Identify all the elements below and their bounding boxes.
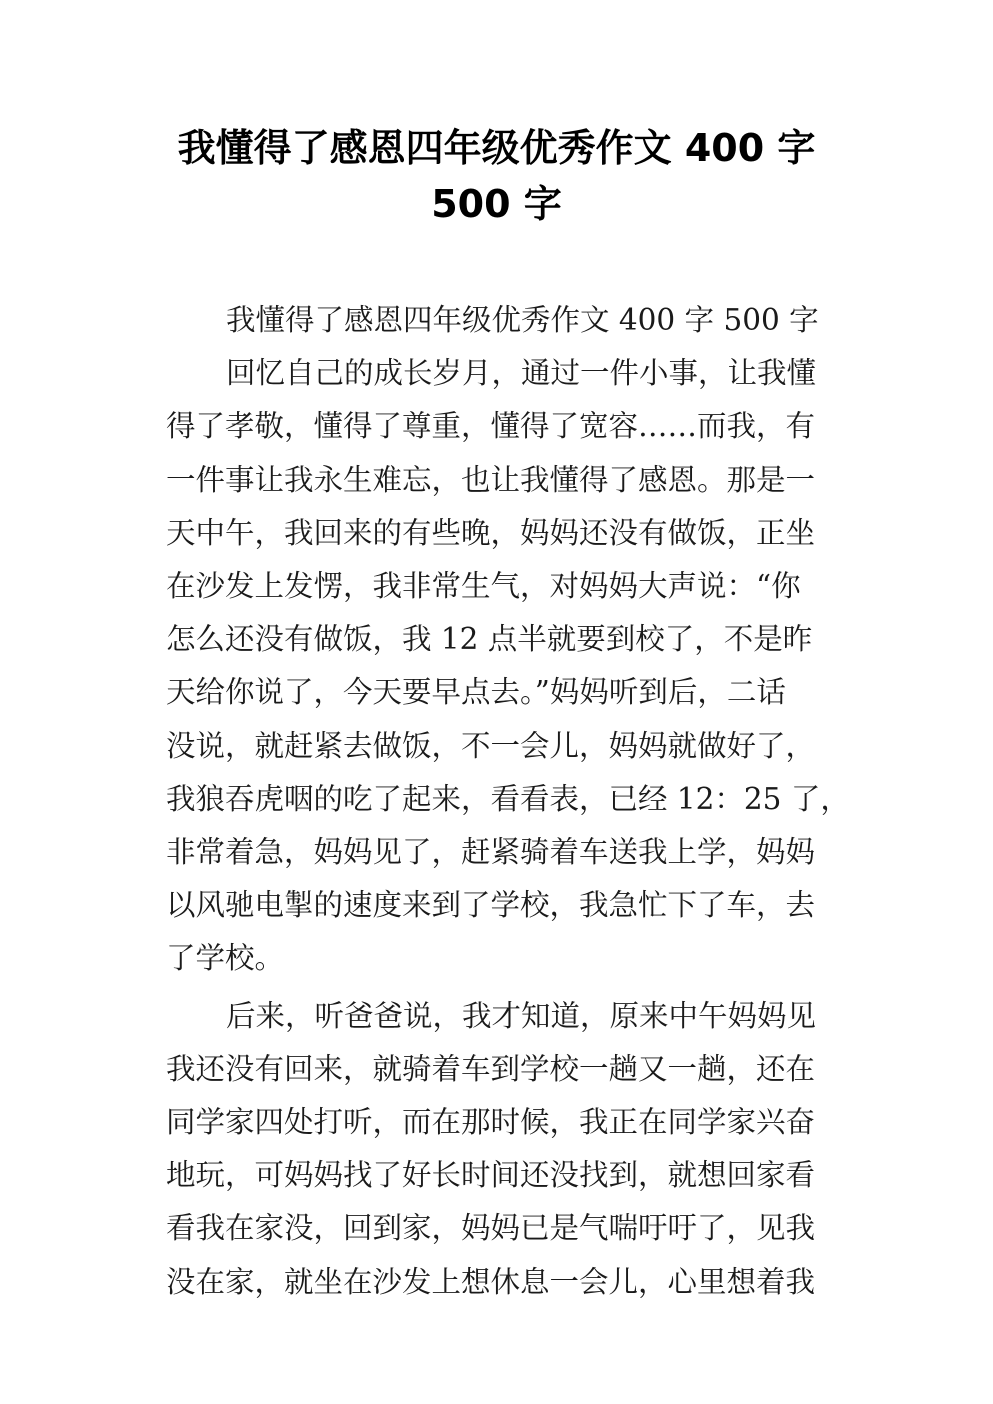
text-line: 地玩，可妈妈找了好长时间还没找到，就想回家看	[166, 1158, 816, 1193]
paragraph-1	[166, 347, 850, 985]
text-line: 得了孝敬，懂得了尊重，懂得了宽容……而我，有	[166, 409, 816, 444]
document-body	[166, 294, 850, 1309]
text-line: 同学家四处打听，而在那时候，我正在同学家兴奋	[166, 1105, 816, 1140]
paragraph-2	[166, 990, 828, 1309]
text-line: 我狼吞虎咽的吃了起来，看看表，已经 12：25 了，	[166, 781, 850, 816]
document-title	[150, 120, 843, 232]
title-line: 我懂得了感恩四年级优秀作文 400 字	[177, 126, 816, 170]
text-line: 后来，听爸爸说，我才知道，原来中午妈妈见	[226, 998, 817, 1033]
title-line: 500 字	[431, 182, 562, 226]
text-line: 怎么还没有做饭，我 12 点半就要到校了，不是昨	[166, 622, 813, 657]
text-line: 看我在家没，回到家，妈妈已是气喘吁吁了，见我	[166, 1211, 816, 1246]
text-line: 以风驰电掣的速度来到了学校，我急忙下了车，去	[166, 888, 816, 923]
text-line: 一件事让我永生难忘，也让我懂得了感恩。那是一	[166, 462, 816, 497]
text-line: 回忆自己的成长岁月，通过一件小事，让我懂	[226, 356, 817, 391]
text-line: 我还没有回来，就骑着车到学校一趟又一趟，还在	[166, 1051, 816, 1086]
subtitle-line: 我懂得了感恩四年级优秀作文 400 字 500 字	[226, 303, 819, 337]
text-line: 非常着急，妈妈见了，赶紧骑着车送我上学，妈妈	[166, 835, 816, 870]
text-line: 天给你说了，今天要早点去。”妈妈听到后，二话	[166, 675, 786, 710]
text-line: 没在家，就坐在沙发上想休息一会儿，心里想着我	[166, 1264, 816, 1299]
text-line: 在沙发上发愣，我非常生气，对妈妈大声说：“你	[166, 569, 801, 604]
text-line: 没说，就赶紧去做饭，不一会儿，妈妈就做好了，	[166, 728, 816, 763]
text-line: 天中午，我回来的有些晚，妈妈还没有做饭，正坐	[166, 515, 816, 550]
subtitle-paragraph	[166, 294, 828, 347]
text-line: 了学校。	[166, 941, 285, 976]
